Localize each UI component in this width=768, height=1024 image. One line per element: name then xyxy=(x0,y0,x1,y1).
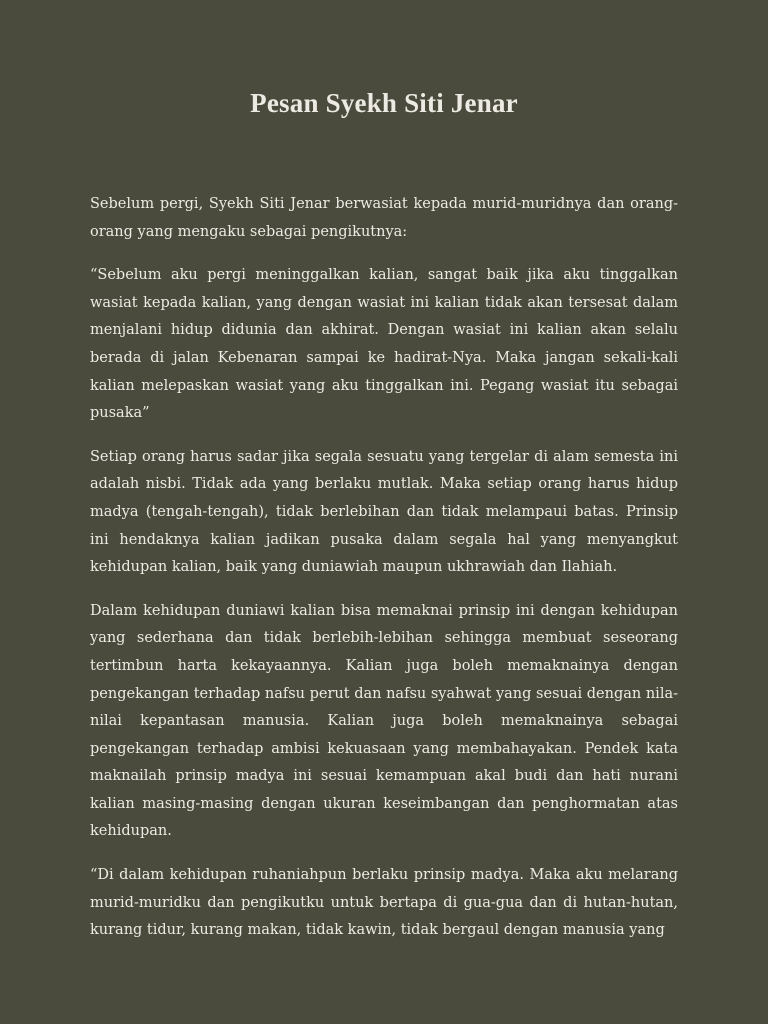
paragraph: Dalam kehidupan duniawi kalian bisa memaknai prinsip ini dengan kehidupan yang sederhana dan tidak berlebih-lebihan sehingga membuat seseorang tertimbun harta kekayaannya. Kalian juga boleh memaknainya dengan pengekangan terhadap nafsu perut dan nafsu syahwat yang sesuai dengan nila-nilai kepantasan manusia. Kalian juga boleh memaknainya sebagai pengekangan terhadap ambisi kekuasaan yang membahayakan. Pendek kata maknailah prinsip madya ini sesuai kemampuan akal budi dan hati nurani kalian masing-masing dengan ukuran keseimbangan dan penghormatan atas kehidupan. xyxy=(90,602,678,840)
paragraph: “Sebelum aku pergi meninggalkan kalian, sangat baik jika aku tinggalkan wasiat kepada kalian, yang dengan wasiat ini kalian tidak akan tersesat dalam menjalani hidup didunia dan akhirat. Dengan wasiat ini kalian akan selalu berada di jalan Kebenaran sampai ke hadirat-Nya. Maka jangan sekali-kali kalian melepaskan wasiat yang aku tinggalkan ini. Pegang wasiat itu sebagai pusaka” xyxy=(90,267,678,422)
page-title: Pesan Syekh Siti Jenar xyxy=(250,88,518,118)
paragraph: “Di dalam kehidupan ruhaniahpun berlaku prinsip madya. Maka aku melarang murid-muridku dan pengikutku untuk bertapa di gua-gua dan di hutan-hutan, kurang tidur, kurang makan, tidak kawin, tidak bergaul dengan manusia yang xyxy=(90,867,678,939)
paragraph: Sebelum pergi, Syekh Siti Jenar berwasiat kepada murid-muridnya dan orang-orang yang mengaku sebagai pengikutnya: xyxy=(90,196,678,240)
article-body xyxy=(90,191,678,945)
paragraph: Setiap orang harus sadar jika segala sesuatu yang tergelar di alam semesta ini adalah nisbi. Tidak ada yang berlaku mutlak. Maka setiap orang harus hidup madya (tengah-tengah), tidak berlebihan dan tidak melampaui batas. Prinsip ini hendaknya kalian jadikan pusaka dalam segala hal yang menyangkut kehidupan kalian, baik yang duniawiah maupun ukhrawiah dan Ilahiah. xyxy=(90,448,678,576)
